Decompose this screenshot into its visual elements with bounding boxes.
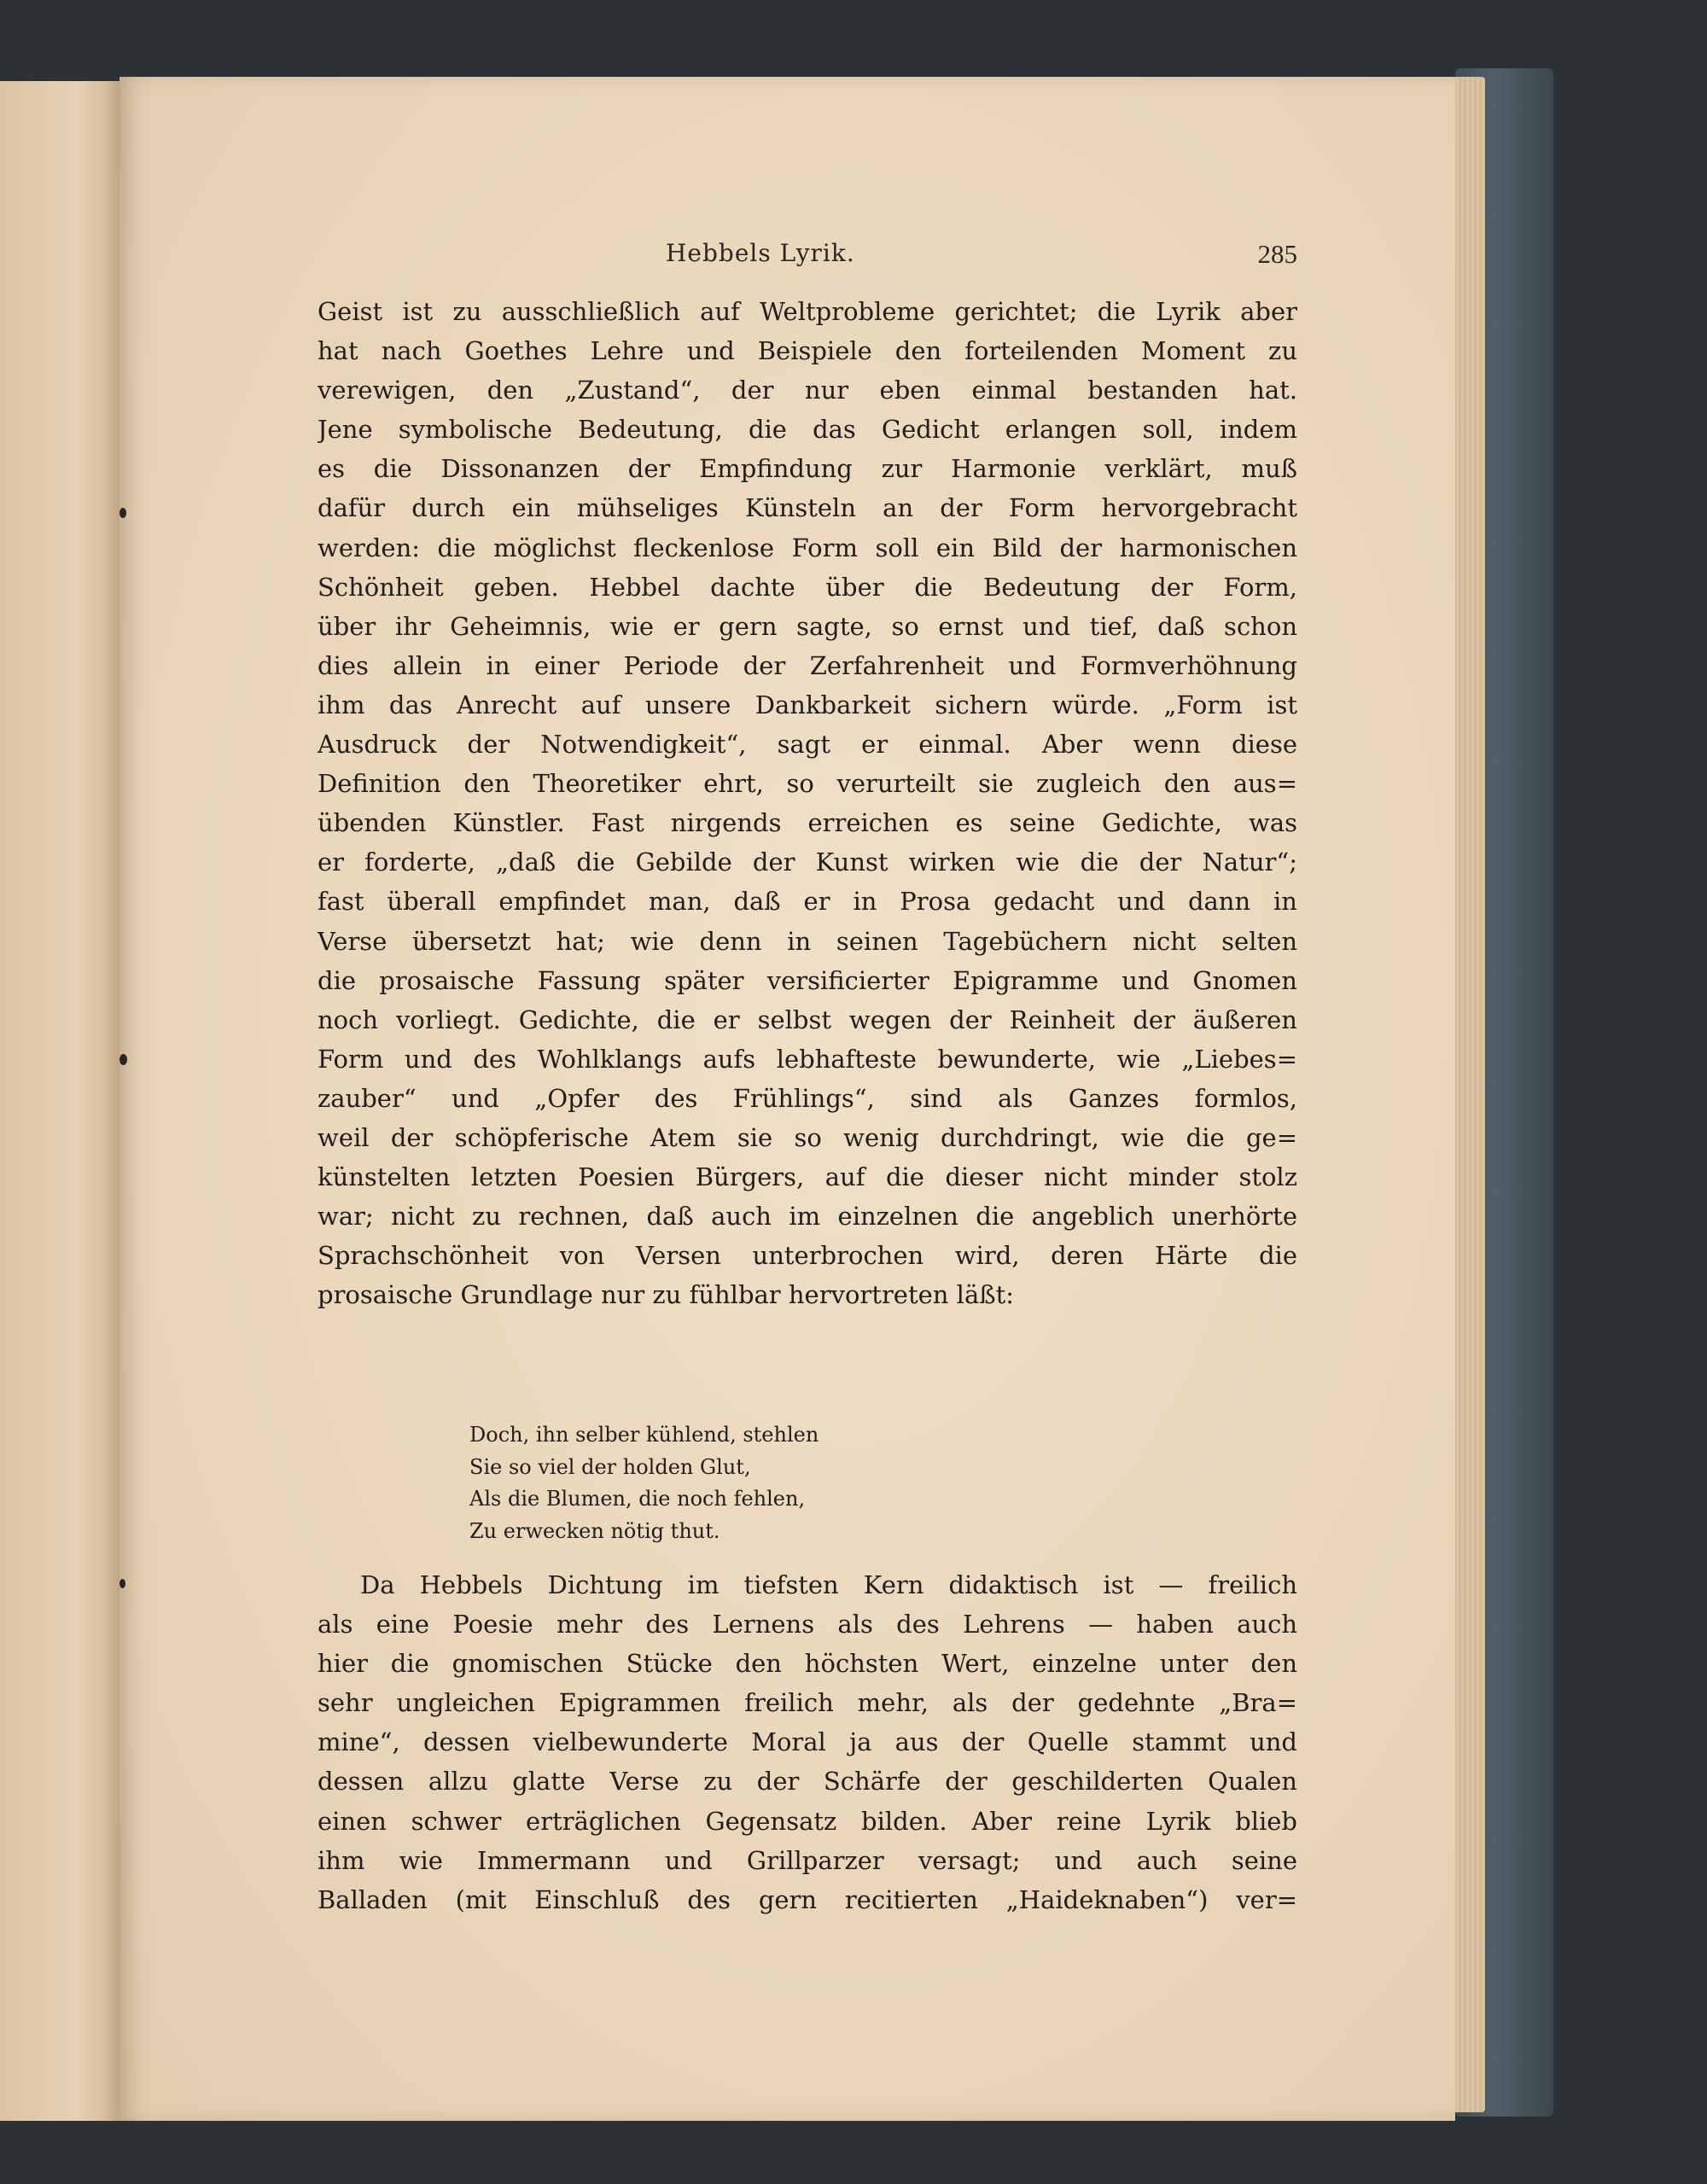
verse-line: Zu erwecken nötig thut. xyxy=(469,1518,720,1543)
text-line: noch vorliegt. Gedichte, die er selbst wegen der Reinheit der äußeren xyxy=(318,1005,1297,1034)
text-line: Da Hebbels Dichtung im tiefsten Kern didaktisch ist — freilich xyxy=(360,1570,1297,1599)
text-line: einen schwer erträglichen Gegensatz bilden. Aber reine Lyrik blieb xyxy=(318,1806,1297,1836)
running-header xyxy=(119,239,1297,282)
verse-line: Doch, ihn selber kühlend, stehlen xyxy=(469,1423,819,1447)
text-line: sehr ungleichen Epigrammen freilich mehr, als der gedehnte „Bra= xyxy=(318,1688,1297,1718)
text-line: Jene symbolische Bedeutung, die das Gedicht erlangen soll, indem xyxy=(318,415,1297,445)
text-line: werden: die möglichst fleckenlose Form soll ein Bild der harmonischen xyxy=(318,533,1297,562)
text-line: Geist ist zu ausschließlich auf Weltprobleme gerichtet; die Lyrik aber xyxy=(318,297,1297,326)
ink-spot xyxy=(119,508,126,518)
page-number: 285 xyxy=(1257,239,1297,269)
verse-line: Sie so viel der holden Glut, xyxy=(469,1454,751,1479)
text-line: Schönheit geben. Hebbel dachte über die Bedeutung der Form, xyxy=(318,572,1297,602)
text-line: ihm wie Immermann und Grillparzer versagt; und auch seine xyxy=(318,1845,1297,1875)
text-line: Sprachschönheit von Versen unterbrochen wird, deren Härte die xyxy=(318,1241,1297,1271)
text-line: es die Dissonanzen der Empfindung zur Harmonie verklärt, muß xyxy=(318,454,1297,484)
book-page xyxy=(119,77,1455,2121)
text-line: war; nicht zu rechnen, daß auch im einzelnen die angeblich unerhörte xyxy=(318,1202,1297,1232)
text-line: prosaische Grundlage nur zu fühlbar hervortreten läßt: xyxy=(318,1280,1015,1310)
text-line: Form und des Wohlklangs aufs lebhafteste bewunderte, wie „Liebes= xyxy=(318,1044,1297,1074)
text-line: weil der schöpferische Atem sie so wenig durchdringt, wie die ge= xyxy=(318,1122,1297,1152)
text-line: ihm das Anrecht auf unsere Dankbarkeit sichern würde. „Form ist xyxy=(318,690,1297,719)
ink-spot xyxy=(119,1054,127,1065)
verse-line: Als die Blumen, die noch fehlen, xyxy=(469,1487,806,1511)
text-line: hat nach Goethes Lehre und Beispiele den forteilenden Moment zu xyxy=(318,336,1297,366)
text-line: fast überall empfindet man, daß er in Prosa gedacht und dann in xyxy=(318,887,1297,917)
text-line: Verse übersetzt hat; wie denn in seinen Tagebüchern nicht selten xyxy=(318,926,1297,956)
paragraph-1 xyxy=(318,292,1297,1314)
text-line: Balladen (mit Einschluß des gern recitierten „Haideknaben“) ver= xyxy=(318,1884,1297,1914)
text-line: die prosaische Fassung später versificierter Epigramme und Gnomen xyxy=(318,965,1297,995)
text-line: mine“, dessen vielbewunderte Moral ja aus der Quelle stammt und xyxy=(318,1727,1297,1757)
text-line: dessen allzu glatte Verse zu der Schärfe der geschilderten Qualen xyxy=(318,1767,1297,1797)
text-line: dafür durch ein mühseliges Künsteln an der Form hervorgebracht xyxy=(318,493,1297,523)
ink-spot xyxy=(119,1579,125,1588)
text-line: Definition den Theoretiker ehrt, so verurteilt sie zugleich den aus= xyxy=(318,769,1297,799)
text-line: zauber“ und „Opfer des Frühlings“, sind als Ganzes formlos, xyxy=(318,1083,1297,1113)
text-line: verewigen, den „Zustand“, der nur eben einmal bestanden hat. xyxy=(318,376,1297,405)
text-line: dies allein in einer Periode der Zerfahrenheit und Formverhöhnung xyxy=(318,650,1297,680)
text-line: hier die gnomischen Stücke den höchsten Wert, einzelne unter den xyxy=(318,1649,1297,1679)
text-line: er forderte, „daß die Gebilde der Kunst wirken wie die der Natur“; xyxy=(318,847,1297,877)
text-line: Ausdruck der Notwendigkeit“, sagt er einmal. Aber wenn diese xyxy=(318,730,1297,760)
paragraph-2 xyxy=(318,1565,1297,1919)
text-line: künstelten letzten Poesien Bürgers, auf die dieser nicht minder stolz xyxy=(318,1162,1297,1192)
text-line: über ihr Geheimnis, wie er gern sagte, so ernst und tief, daß schon xyxy=(318,611,1297,641)
text-line: übenden Künstler. Fast nirgends erreichen es seine Gedichte, was xyxy=(318,808,1297,838)
verse-quote xyxy=(469,1419,1016,1547)
text-line: als eine Poesie mehr des Lernens als des Lehrens — haben auch xyxy=(318,1610,1297,1639)
running-title: Hebbels Lyrik. xyxy=(666,239,855,267)
